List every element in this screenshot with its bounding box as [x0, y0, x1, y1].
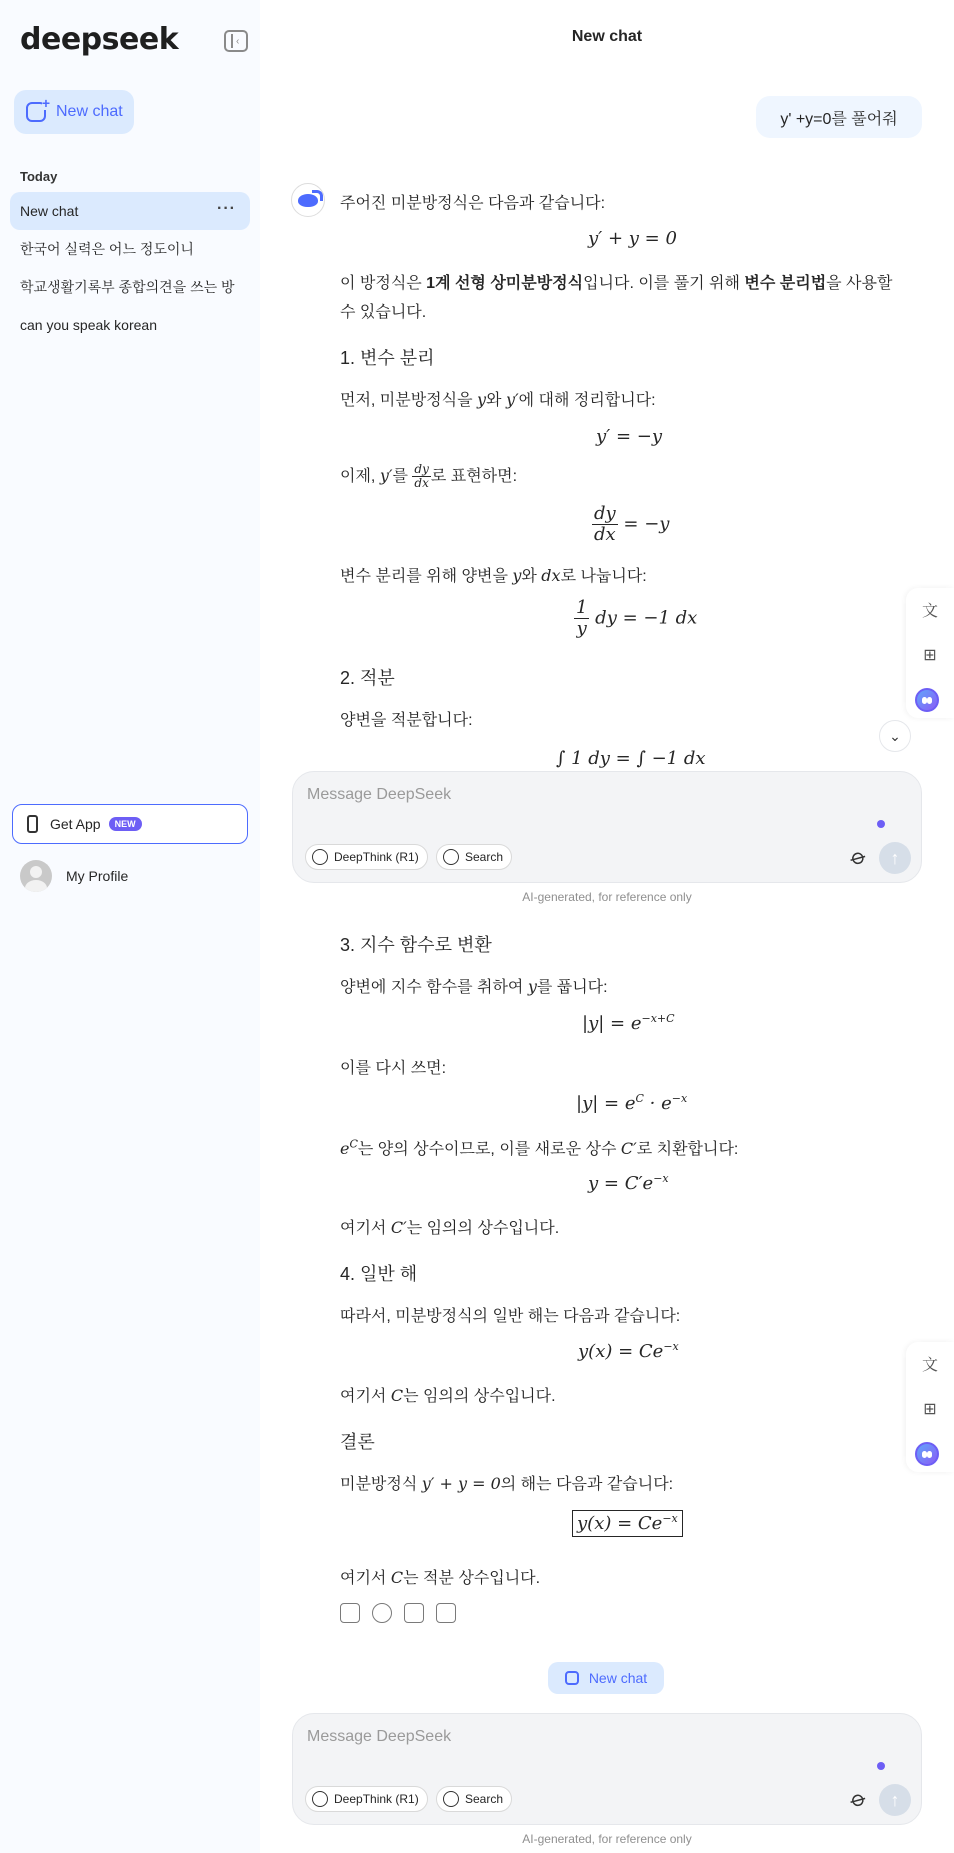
sidebar-item-label: 학교생활기록부 종합의견을 쓰는 방	[20, 279, 235, 295]
equation: y′ = −y	[596, 426, 663, 447]
sidebar-item-chat[interactable]	[10, 268, 240, 306]
send-button[interactable]: ↑	[879, 842, 911, 874]
answer-text: $e^C$는 양의 상수이므로, 이를 새로운 상수 C′로 치환합니다:	[340, 1137, 739, 1158]
user-message: y' +y=0를 풀어줘	[756, 96, 922, 138]
search-label: Search	[465, 850, 504, 864]
section-heading: 3. 지수 함수로 변환	[340, 935, 492, 955]
answer-text: 여기서 C는 임의의 상수입니다.	[340, 1386, 556, 1405]
answer-text: 변수 분리를 위해 양변을 y와 dx로 나눕니다:	[340, 566, 647, 585]
status-dot	[877, 820, 885, 828]
disclaimer: AI-generated, for reference only	[522, 1832, 692, 1846]
new-chat-label: New chat	[56, 103, 123, 120]
answer-text: 먼저, 미분방정식을 y와 y′에 대해 정리합니다:	[340, 390, 656, 409]
answer-text: 양변에 지수 함수를 취하여 y를 풉니다:	[340, 977, 608, 996]
section-heading: 4. 일반 해	[340, 1264, 418, 1284]
section-heading: 2. 적분	[340, 668, 395, 688]
translate-icon[interactable]: 文	[921, 603, 938, 620]
answer-text: 미분방정식 y′ + y = 0의 해는 다음과 같습니다:	[340, 1474, 674, 1493]
search-toggle[interactable]	[436, 1786, 512, 1812]
apps-grid-icon[interactable]: ⊞	[923, 647, 937, 664]
answer-text: 이제, y′를 $\frac{dy}{dx}$ 로 표현하면:	[340, 462, 518, 491]
phone-icon	[27, 815, 38, 833]
apps-grid-icon[interactable]: ⊞	[923, 1401, 937, 1418]
new-chat-icon	[26, 102, 46, 122]
answer-text: 양변을 적분합니다:	[340, 712, 473, 729]
search-label: Search	[465, 1792, 504, 1806]
answer-text: 이 방정식은 1계 선형 상미분방정식입니다. 이를 풀기 위해 변수 분리법을 사용할	[340, 275, 893, 292]
scroll-down-button[interactable]: ⌄	[879, 720, 911, 752]
answer-text: 여기서 C′는 임의의 상수입니다.	[340, 1218, 560, 1237]
equation: $\frac{dy}{dx}$ = −y	[594, 503, 670, 545]
globe-icon	[443, 1791, 459, 1807]
paperclip-icon[interactable]: ⌀	[846, 1784, 871, 1813]
equation: $y(x) = Ce^{-x}$	[578, 1340, 679, 1362]
translate-icon[interactable]: 文	[921, 1357, 938, 1374]
answer-text: 따라서, 미분방정식의 일반 해는 다음과 같습니다:	[340, 1308, 681, 1325]
new-chat-label: New chat	[588, 1670, 648, 1686]
assistant-bot-icon[interactable]	[915, 1442, 939, 1466]
deepseek-whale-icon	[298, 194, 318, 207]
new-chat-button[interactable]	[14, 90, 134, 134]
assistant-bot-icon[interactable]	[915, 688, 939, 712]
send-button[interactable]: ↑	[879, 1784, 911, 1816]
new-badge: NEW	[109, 817, 142, 831]
equation: $|y| = e^C \cdot e^{-x}$	[576, 1092, 688, 1114]
section-heading: 결론	[340, 1432, 375, 1452]
profile-label: My Profile	[66, 868, 129, 884]
sidebar-item-label: 한국어 실력은 어느 정도이니	[20, 241, 194, 257]
search-toggle[interactable]	[436, 844, 512, 870]
new-chat-icon	[565, 1671, 579, 1685]
deepthink-label: DeepThink (R1)	[334, 850, 419, 864]
ai-avatar	[291, 183, 325, 217]
paperclip-icon[interactable]: ⌀	[846, 842, 871, 871]
equation: $\frac{1}{y}$ dy = −1 dx	[576, 597, 698, 639]
equation: ∫ 1 dy = ∫ −1 dx	[556, 748, 706, 769]
deepseek-logo[interactable]: deepseek	[20, 22, 179, 57]
thumbs-up-icon[interactable]	[404, 1603, 424, 1623]
my-profile-button[interactable]	[20, 860, 128, 892]
get-app-button[interactable]	[12, 804, 248, 844]
section-heading-today: Today	[20, 169, 58, 184]
get-app-label: Get App	[50, 816, 101, 832]
regenerate-icon[interactable]	[372, 1603, 392, 1623]
deepthink-toggle[interactable]	[305, 1786, 428, 1812]
message-input[interactable]: Message DeepSeek	[307, 786, 452, 803]
equation: $y = C'e^{-x}$	[588, 1172, 669, 1194]
atom-icon	[312, 849, 328, 865]
avatar	[20, 860, 52, 892]
thumbs-down-icon[interactable]	[436, 1603, 456, 1623]
sidebar-item-label: New chat	[20, 203, 79, 219]
answer-text: 수 있습니다.	[340, 304, 427, 321]
atom-icon	[312, 1791, 328, 1807]
page-title: New chat	[571, 28, 643, 45]
message-input[interactable]: Message DeepSeek	[307, 1728, 452, 1745]
globe-icon	[443, 849, 459, 865]
status-dot	[877, 1762, 885, 1770]
message-composer[interactable]	[292, 771, 922, 883]
answer-text: 이를 다시 쓰면:	[340, 1060, 447, 1077]
sidebar-item-chat[interactable]	[10, 306, 250, 344]
sidebar-item-new-chat[interactable]	[10, 192, 250, 230]
sidebar-item-chat[interactable]	[10, 230, 250, 268]
copy-icon[interactable]	[340, 1603, 360, 1623]
deepthink-label: DeepThink (R1)	[334, 1792, 419, 1806]
section-heading: 1. 변수 분리	[340, 348, 435, 368]
message-composer[interactable]	[292, 1713, 922, 1825]
answer-text: 주어진 미분방정식은 다음과 같습니다:	[340, 195, 606, 212]
sidebar	[0, 0, 260, 930]
equation: y′ + y = 0	[588, 228, 677, 249]
disclaimer: AI-generated, for reference only	[522, 890, 692, 904]
collapse-sidebar-icon[interactable]: ‹	[224, 30, 248, 52]
deepthink-toggle[interactable]	[305, 844, 428, 870]
more-options-icon[interactable]: ···	[217, 200, 236, 217]
answer-text: 여기서 C는 적분 상수입니다.	[340, 1568, 541, 1587]
sidebar-item-label: can you speak korean	[20, 317, 157, 333]
sidebar-background	[0, 930, 260, 1853]
boxed-equation: $y(x) = Ce^{-x}$	[572, 1512, 683, 1534]
new-chat-inline-button[interactable]	[548, 1662, 664, 1694]
equation: $|y| = e^{-x+C}$	[582, 1012, 675, 1034]
